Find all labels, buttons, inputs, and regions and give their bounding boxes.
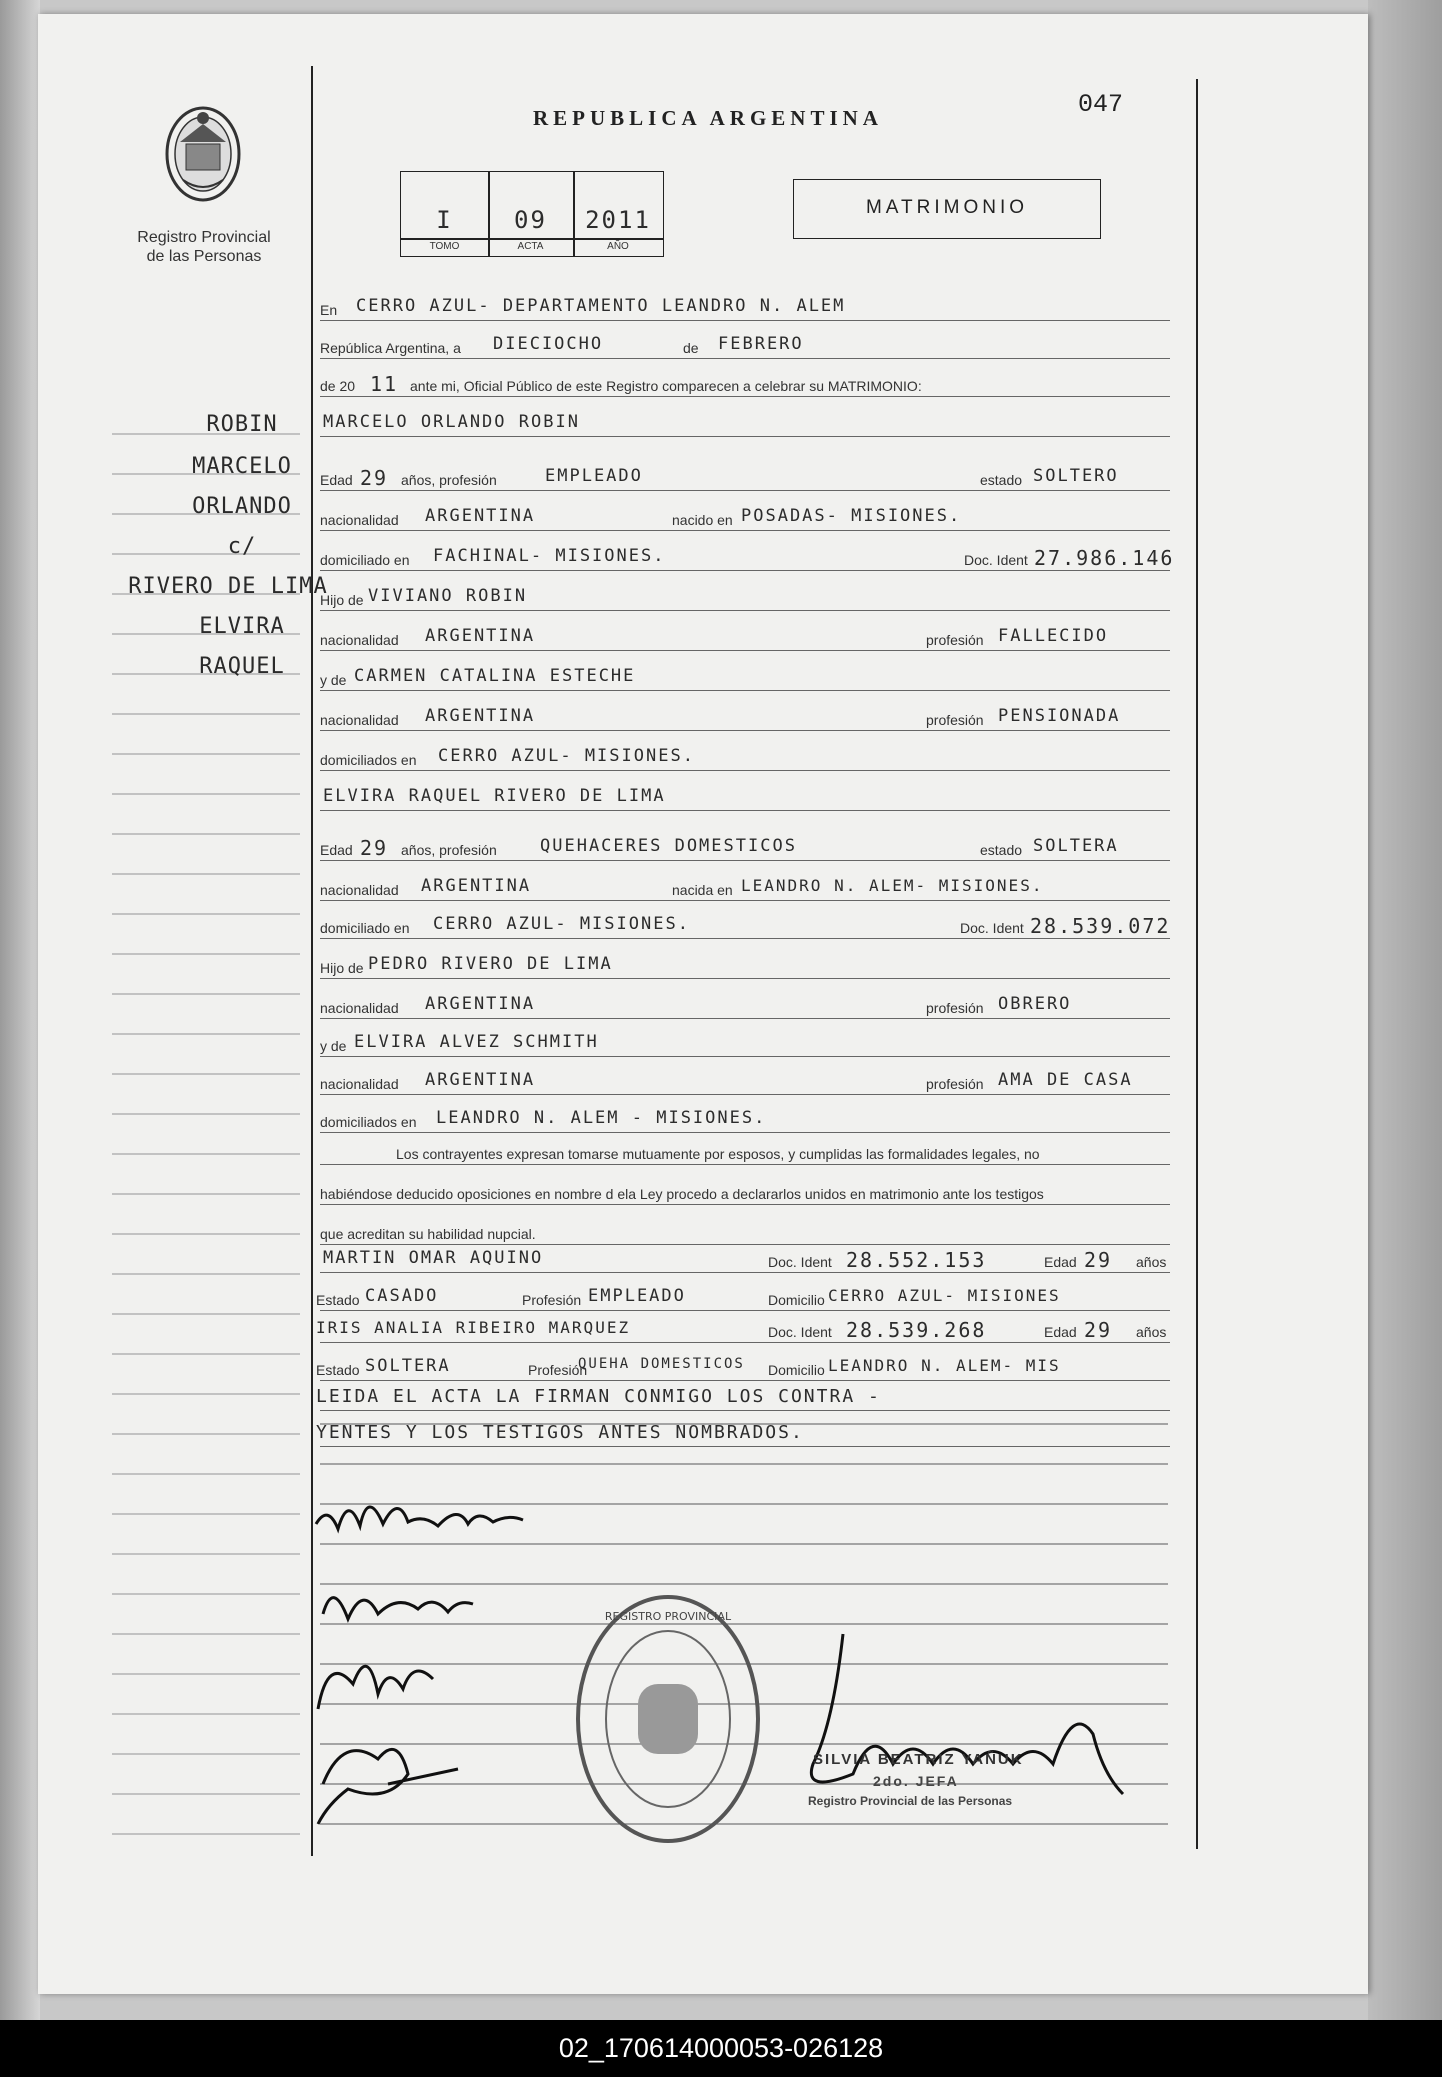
form-edad-label: Edad xyxy=(320,472,353,488)
witness2-doc: 28.539.268 xyxy=(846,1318,987,1342)
bride-father-nat: ARGENTINA xyxy=(425,994,536,1014)
groom-status: SOLTERO xyxy=(1033,466,1119,486)
form-rule-line xyxy=(320,570,1170,571)
groom-parents-dom: CERRO AZUL- MISIONES. xyxy=(438,746,695,766)
acta-value: 09 xyxy=(514,206,547,234)
form-rule-line xyxy=(320,1380,1170,1381)
form-prof-label: profesión xyxy=(926,1000,984,1016)
form-nac-label: nacionalidad xyxy=(320,882,399,898)
margin-name-2: MARCELO xyxy=(192,454,292,479)
form-doms-label: domiciliados en xyxy=(320,1114,417,1130)
form-doc-label: Doc. Ident xyxy=(960,920,1024,936)
coat-of-arms-icon xyxy=(158,102,248,212)
form-rule-line xyxy=(320,1310,1170,1311)
groom-profession: EMPLEADO xyxy=(545,466,643,486)
form-prof-label: profesión xyxy=(926,1076,984,1092)
margin-name-5: RIVERO DE LIMA xyxy=(128,574,328,599)
form-rule-line xyxy=(320,1164,1170,1165)
form-day: DIECIOCHO xyxy=(493,334,604,354)
image-caption: 02_170614000053-026128 xyxy=(0,2020,1442,2077)
form-nac-label: nacionalidad xyxy=(320,712,399,728)
groom-father-prof: FALLECIDO xyxy=(998,626,1109,646)
groom-nationality: ARGENTINA xyxy=(425,506,536,526)
groom-domicile: FACHINAL- MISIONES. xyxy=(433,546,666,566)
form-year-suffix: 11 xyxy=(370,372,399,396)
form-rep-label: República Argentina, a xyxy=(320,340,461,356)
witness-labels-estado: Estado xyxy=(316,1292,360,1308)
form-rule-line xyxy=(320,358,1170,359)
witness-labels-doc: Doc. Ident xyxy=(768,1324,832,1340)
groom-mother: CARMEN CATALINA ESTECHE xyxy=(354,666,636,686)
bride-birthplace: LEANDRO N. ALEM- MISIONES. xyxy=(741,876,1044,895)
bride-nationality: ARGENTINA xyxy=(421,876,532,896)
form-doc-label: Doc. Ident xyxy=(964,552,1028,568)
form-rule-line xyxy=(320,1244,1170,1245)
bride-parents-dom: LEANDRO N. ALEM - MISIONES. xyxy=(436,1108,767,1128)
witness-labels-edad: Edad xyxy=(1044,1254,1077,1270)
form-rule-line xyxy=(320,650,1170,651)
form-year-prefix: de 20 xyxy=(320,378,356,394)
form-rule-line xyxy=(320,860,1170,861)
witness-labels-domicilio: Domicilio xyxy=(768,1292,825,1308)
witness1-name: MARTIN OMAR AQUINO xyxy=(323,1248,544,1268)
groom-father-nat: ARGENTINA xyxy=(425,626,536,646)
form-rule-line xyxy=(320,1018,1170,1019)
witness2-domicile: LEANDRO N. ALEM- MIS xyxy=(828,1356,1061,1375)
form-hijo-label: Hijo de xyxy=(320,960,364,976)
anio-label: AÑO xyxy=(607,241,629,252)
witness-labels-domicilio: Domicilio xyxy=(768,1362,825,1378)
form-rule-line xyxy=(320,396,1170,397)
form-de-label: de xyxy=(683,340,699,356)
margin-name-6: ELVIRA xyxy=(199,614,285,639)
anio-value: 2011 xyxy=(585,206,651,234)
form-nacido-label: nacido en xyxy=(672,512,733,528)
bride-father: PEDRO RIVERO DE LIMA xyxy=(368,954,613,974)
witness-labels-estado: Estado xyxy=(316,1362,360,1378)
form-dom-label: domiciliado en xyxy=(320,920,410,936)
bride-doc: 28.539.072 xyxy=(1030,914,1171,938)
svg-text:REGISTRO PROVINCIAL: REGISTRO PROVINCIAL xyxy=(604,1610,732,1623)
witness2-status: SOLTERA xyxy=(365,1356,451,1376)
form-estado-label: estado xyxy=(980,472,1023,488)
witness1-age: 29 xyxy=(1084,1248,1113,1272)
form-nac-label: nacionalidad xyxy=(320,1000,399,1016)
margin-name-7: RAQUEL xyxy=(199,654,285,679)
form-prof-label: profesión xyxy=(926,712,984,728)
official-stamp-icon xyxy=(568,1584,768,1864)
form-rule-line xyxy=(320,938,1170,939)
right-page-edge xyxy=(1368,0,1442,2020)
witness-labels-profesion: Profesión xyxy=(528,1362,588,1378)
left-page-edge xyxy=(0,0,40,2020)
form-yde-label: y de xyxy=(320,672,347,688)
country-title: REPUBLICA ARGENTINA xyxy=(533,106,883,130)
form-en-label: En xyxy=(320,302,338,318)
tomo-value: I xyxy=(436,206,453,234)
official-title: 2do. JEFA xyxy=(873,1773,959,1789)
form-rule-line xyxy=(320,810,1170,811)
party-signatures xyxy=(308,1484,608,1854)
witness-labels-doc: Doc. Ident xyxy=(768,1254,832,1270)
form-yde-label: y de xyxy=(320,1038,347,1054)
form-month: FEBRERO xyxy=(718,334,804,354)
bride-mother: ELVIRA ALVEZ SCHMITH xyxy=(354,1032,599,1052)
bride-status: SOLTERA xyxy=(1033,836,1119,856)
text-p1: Los contrayentes expresan tomarse mutuamente por esposos, y cumplidas las formalidades legales, no xyxy=(396,1146,1040,1162)
form-rule-line xyxy=(320,1056,1170,1057)
margin-name-3: ORLANDO xyxy=(192,494,292,519)
groom-name: MARCELO ORLANDO ROBIN xyxy=(323,412,580,432)
bride-father-prof: OBRERO xyxy=(998,994,1072,1014)
form-rule-line xyxy=(320,730,1170,731)
witness2-age: 29 xyxy=(1084,1318,1113,1342)
witness1-domicile: CERRO AZUL- MISIONES xyxy=(828,1286,1061,1305)
form-nac-label: nacionalidad xyxy=(320,632,399,648)
closing-line1: LEIDA EL ACTA LA FIRMAN CONMIGO LOS CONTRA - xyxy=(316,1386,881,1407)
form-rule-line xyxy=(320,610,1170,611)
bride-name: ELVIRA RAQUEL RIVERO DE LIMA xyxy=(323,786,666,806)
witness1-doc: 28.552.153 xyxy=(846,1248,987,1272)
form-rule-line xyxy=(320,1204,1170,1205)
form-rule-line xyxy=(320,1342,1170,1343)
form-edad-label: Edad xyxy=(320,842,353,858)
right-rule xyxy=(1196,79,1198,1849)
text-p3: que acreditan su habilidad nupcial. xyxy=(320,1226,536,1242)
witness1-status: CASADO xyxy=(365,1286,439,1306)
groom-doc: 27.986.146 xyxy=(1034,546,1175,570)
form-rule-line xyxy=(320,770,1170,771)
registry-name: Registro Provincial de las Personas xyxy=(137,229,271,265)
form-hijo-label: Hijo de xyxy=(320,592,364,608)
bride-domicile: CERRO AZUL- MISIONES. xyxy=(433,914,690,934)
act-type-box xyxy=(793,179,1101,239)
form-dom-label: domiciliado en xyxy=(320,552,410,568)
bride-age: 29 xyxy=(360,836,389,860)
act-type: MATRIMONIO xyxy=(865,197,1029,218)
form-doms-label: domiciliados en xyxy=(320,752,417,768)
form-rule-line xyxy=(320,1132,1170,1133)
groom-mother-nat: ARGENTINA xyxy=(425,706,536,726)
form-rule-line xyxy=(320,490,1170,491)
groom-birthplace: POSADAS- MISIONES. xyxy=(741,506,962,526)
form-anos-prof-label: años, profesión xyxy=(401,842,497,858)
witness2-name: IRIS ANALIA RIBEIRO MARQUEZ xyxy=(316,1318,631,1337)
form-nac-label: nacionalidad xyxy=(320,1076,399,1092)
official-name: SILVIA BEATRIZ YAÑUK xyxy=(813,1751,1024,1768)
margin-name-1: ROBIN xyxy=(206,412,278,437)
form-nac-label: nacionalidad xyxy=(320,512,399,528)
witness1-profession: EMPLEADO xyxy=(588,1286,686,1306)
form-rule-line xyxy=(320,900,1170,901)
bride-profession: QUEHACERES DOMESTICOS xyxy=(540,836,797,856)
official-office: Registro Provincial de las Personas xyxy=(808,1794,1013,1808)
record-number-box xyxy=(400,171,664,257)
form-rule-line xyxy=(320,978,1170,979)
witness-labels-anos: años xyxy=(1136,1324,1167,1340)
form-rule-line xyxy=(320,530,1170,531)
form-nacida-label: nacida en xyxy=(672,882,733,898)
folio-number: 047 xyxy=(1078,90,1124,119)
certificate-page xyxy=(38,14,1368,1994)
groom-father: VIVIANO ROBIN xyxy=(368,586,528,606)
form-rule-line xyxy=(320,1446,1170,1447)
form-intro: ante mi, Oficial Público de este Registro comparecen a celebrar su MATRIMONIO: xyxy=(410,378,922,394)
form-place: CERRO AZUL- DEPARTAMENTO LEANDRO N. ALEM xyxy=(356,296,846,316)
witness-labels-edad: Edad xyxy=(1044,1324,1077,1340)
form-rule-line xyxy=(320,1094,1170,1095)
margin-name-4: c/ xyxy=(227,534,257,559)
bride-mother-prof: AMA DE CASA xyxy=(998,1070,1133,1090)
form-anos-prof-label: años, profesión xyxy=(401,472,497,488)
form-rule-line xyxy=(320,1410,1170,1411)
form-estado-label: estado xyxy=(980,842,1023,858)
form-rule-line xyxy=(320,1272,1170,1273)
witness2-profession: QUEHA DOMESTICOS xyxy=(578,1356,745,1372)
witness-labels-anos: años xyxy=(1136,1254,1167,1270)
bride-mother-nat: ARGENTINA xyxy=(425,1070,536,1090)
witness-labels-profesion: Profesión xyxy=(522,1292,582,1308)
acta-label: ACTA xyxy=(517,241,544,252)
form-prof-label: profesión xyxy=(926,632,984,648)
form-rule-line xyxy=(320,436,1170,437)
form-rule-line xyxy=(320,690,1170,691)
groom-age: 29 xyxy=(360,466,389,490)
tomo-label: TOMO xyxy=(429,241,460,252)
closing-line2: YENTES Y LOS TESTIGOS ANTES NOMBRADOS. xyxy=(316,1422,804,1443)
text-p2: habiéndose deducido oposiciones en nombre d ela Ley procedo a declararlos unidos en matrimonio ante los testigos xyxy=(320,1186,1044,1202)
form-rule-line xyxy=(320,320,1170,321)
groom-mother-prof: PENSIONADA xyxy=(998,706,1121,726)
